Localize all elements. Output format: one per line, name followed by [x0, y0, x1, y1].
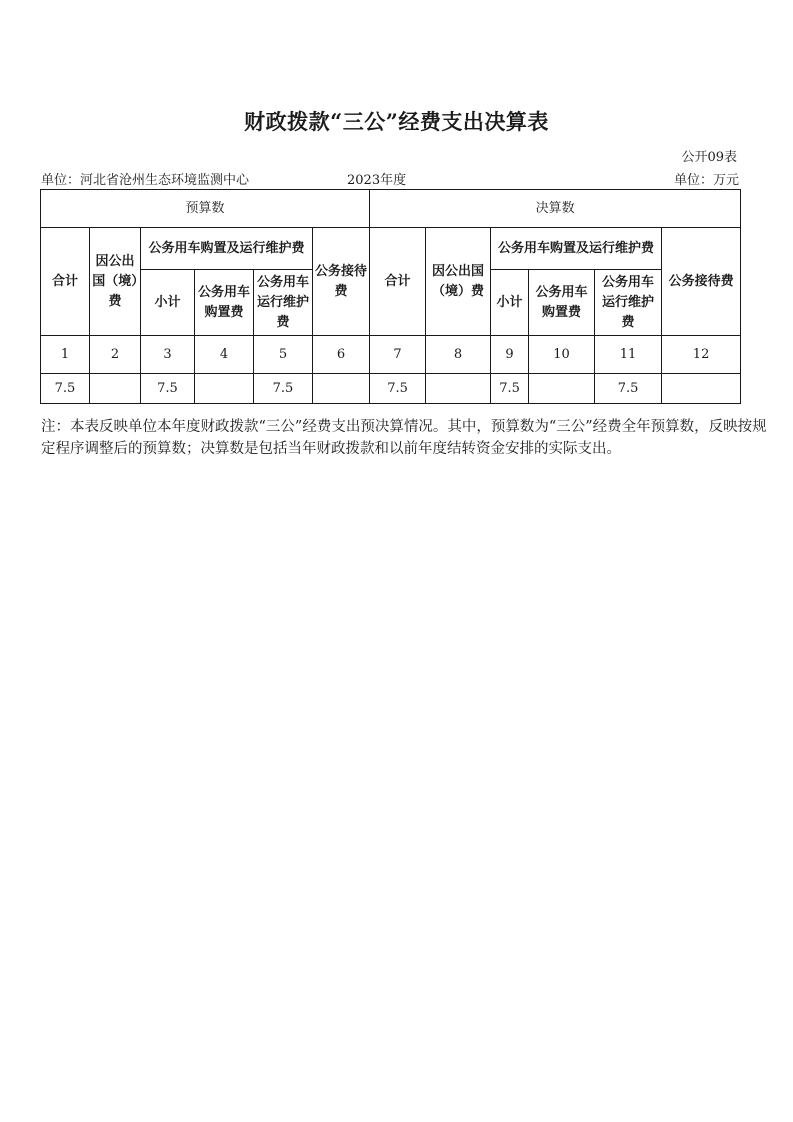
column-number: 12 [662, 336, 741, 374]
column-number: 3 [141, 336, 195, 374]
budget-vehicle-group-header: 公务用车购置及运行维护费 [141, 228, 313, 270]
organization-unit: 单位：河北省沧州生态环境监测中心 [41, 173, 250, 188]
column-number: 1 [41, 336, 90, 374]
budget-vehicle-purchase-header: 公务用车购置费 [195, 270, 254, 336]
currency-unit: 单位：万元 [673, 173, 739, 188]
form-code: 公开09表 [681, 150, 737, 165]
column-number: 11 [595, 336, 662, 374]
final-group-header: 决算数 [370, 190, 741, 228]
budget-reception-value [313, 374, 370, 404]
final-vehicle-purchase-header: 公务用车购置费 [529, 270, 595, 336]
budget-reception-header: 公务接待费 [313, 228, 370, 336]
final-subtotal-header: 小计 [491, 270, 529, 336]
budget-subtotal-value: 7.5 [141, 374, 195, 404]
column-number: 7 [370, 336, 426, 374]
report-meta [41, 169, 739, 187]
budget-vehicle-purchase-value [195, 374, 254, 404]
final-vehicle-group-header: 公务用车购置及运行维护费 [491, 228, 662, 270]
value-row [41, 374, 741, 404]
fiscal-year: 2023年度 [347, 173, 407, 188]
final-reception-header: 公务接待费 [662, 228, 741, 336]
column-number-row [41, 336, 741, 374]
final-abroad-value [426, 374, 491, 404]
final-subtotal-value: 7.5 [491, 374, 529, 404]
column-number: 8 [426, 336, 491, 374]
budget-abroad-header: 因公出国（境）费 [90, 228, 141, 336]
column-number: 10 [529, 336, 595, 374]
final-vehicle-operation-value: 7.5 [595, 374, 662, 404]
column-number: 9 [491, 336, 529, 374]
column-number: 6 [313, 336, 370, 374]
final-reception-value [662, 374, 741, 404]
final-total-value: 7.5 [370, 374, 426, 404]
final-abroad-header: 因公出国（境）费 [426, 228, 491, 336]
final-total-header: 合计 [370, 228, 426, 336]
budget-subtotal-header: 小计 [141, 270, 195, 336]
final-vehicle-operation-header: 公务用车运行维护费 [595, 270, 662, 336]
budget-vehicle-operation-value: 7.5 [254, 374, 313, 404]
budget-total-value: 7.5 [41, 374, 90, 404]
column-number: 2 [90, 336, 141, 374]
budget-total-header: 合计 [41, 228, 90, 336]
three-public-expenses-table [40, 189, 741, 404]
report-title: 财政拨款“三公”经费支出决算表 [244, 109, 549, 134]
header-row-1 [41, 228, 741, 270]
budget-abroad-value [90, 374, 141, 404]
final-vehicle-purchase-value [529, 374, 595, 404]
column-number: 4 [195, 336, 254, 374]
group-header-row [41, 190, 741, 228]
column-number: 5 [254, 336, 313, 374]
footnote: 注：本表反映单位本年度财政拨款“三公”经费支出预决算情况。其中，预算数为“三公”经费全年预算数，反映按规定程序调整后的预算数；决算数是包括当年财政拨款和以前年度结转资金安排的实际支出。 [41, 419, 767, 457]
budget-vehicle-operation-header: 公务用车运行维护费 [254, 270, 313, 336]
budget-group-header: 预算数 [41, 190, 370, 228]
